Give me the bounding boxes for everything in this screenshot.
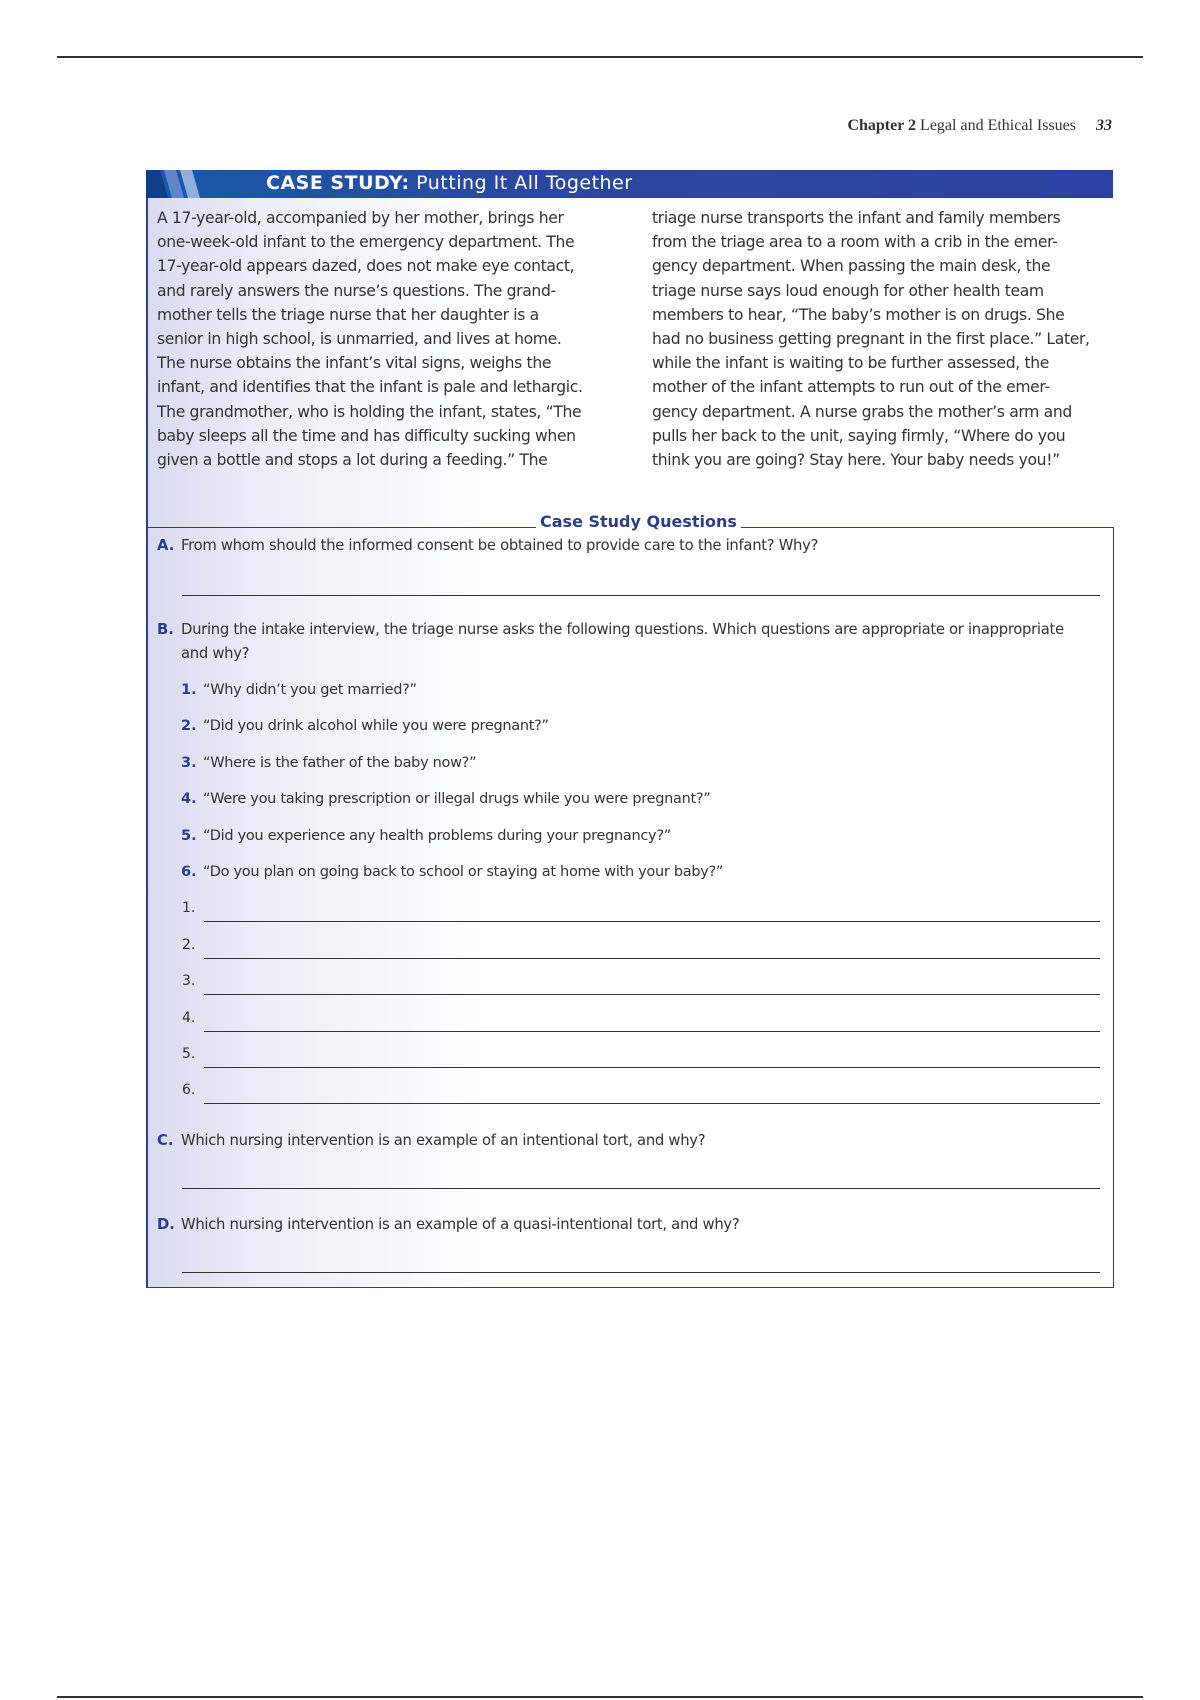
case-line: The nurse obtains the infant’s vital signs, weighs the	[157, 354, 552, 373]
answer-line-a[interactable]	[182, 595, 1100, 596]
case-study-label: CASE STUDY:	[266, 172, 410, 194]
item-number: 6.	[181, 864, 197, 880]
answer-line-b4[interactable]	[204, 1031, 1100, 1032]
question-b-letter: B.	[157, 621, 174, 638]
item-number: 1.	[181, 682, 197, 698]
blank-number: 5.	[182, 1046, 196, 1062]
case-line: while the infant is waiting to be further assessed, the	[652, 354, 1050, 373]
case-line: members to hear, “The baby’s mother is on drugs. She	[652, 305, 1065, 324]
case-line: one-week-old infant to the emergency department. The	[157, 233, 575, 252]
blank-number: 6.	[182, 1082, 196, 1098]
interview-question: “Were you taking prescription or illegal drugs while you were pregnant?”	[203, 791, 711, 807]
case-line: gency department. A nurse grabs the mother’s arm and	[652, 402, 1072, 421]
item-number: 2.	[181, 718, 197, 734]
item-number: 4.	[181, 791, 197, 807]
case-line: infant, and identifies that the infant is pale and lethargic.	[157, 378, 583, 397]
interview-question: “Do you plan on going back to school or staying at home with your baby?”	[203, 864, 724, 880]
question-d-text: Which nursing intervention is an example of a quasi-intentional tort, and why?	[181, 1216, 740, 1233]
question-c-letter: C.	[157, 1132, 174, 1149]
case-line: The grandmother, who is holding the infant, states, “The	[157, 402, 582, 421]
answer-line-d[interactable]	[182, 1272, 1100, 1273]
question-b-text-line2: and why?	[181, 645, 250, 662]
banner-decoration-icon	[146, 170, 208, 198]
case-text-left-column	[157, 206, 612, 472]
question-a-text: From whom should the informed consent be obtained to provide care to the infant? Why?	[181, 537, 819, 554]
question-c-text: Which nursing intervention is an example of an intentional tort, and why?	[181, 1132, 706, 1149]
case-line: mother tells the triage nurse that her daughter is a	[157, 305, 539, 324]
chapter-title: Legal and Ethical Issues	[920, 117, 1076, 134]
question-b-text-line1: During the intake interview, the triage nurse asks the following questions. Which questions are appropriate or inappropriate	[181, 621, 1064, 638]
case-line: mother of the infant attempts to run out of the emer-	[652, 378, 1050, 397]
blank-number: 3.	[182, 973, 196, 989]
bottom-rule	[57, 1696, 1143, 1698]
case-line: had no business getting pregnant in the first place.” Later,	[652, 330, 1090, 349]
case-line: and rarely answers the nurse’s questions. The grand-	[157, 281, 556, 300]
case-text-right-column	[652, 206, 1112, 472]
answer-line-b3[interactable]	[204, 994, 1100, 995]
interview-question: “Why didn’t you get married?”	[203, 682, 417, 698]
item-number: 5.	[181, 828, 197, 844]
case-line: baby sleeps all the time and has difficulty sucking when	[157, 426, 576, 445]
question-d-letter: D.	[157, 1216, 175, 1233]
answer-line-b2[interactable]	[204, 958, 1100, 959]
case-line: given a bottle and stops a lot during a feeding.” The	[157, 451, 548, 470]
interview-question: “Did you drink alcohol while you were pregnant?”	[203, 718, 549, 734]
interview-question: “Where is the father of the baby now?”	[203, 755, 477, 771]
question-a-letter: A.	[157, 537, 175, 554]
case-line: think you are going? Stay here. Your baby needs you!”	[652, 451, 1060, 470]
case-study-subtitle: Putting It All Together	[416, 172, 633, 194]
answer-line-b6[interactable]	[204, 1103, 1100, 1104]
answer-line-b1[interactable]	[204, 921, 1100, 922]
blank-number: 1.	[182, 900, 196, 916]
case-line: senior in high school, is unmarried, and lives at home.	[157, 330, 562, 349]
page-number: 33	[1096, 117, 1112, 134]
case-study-banner	[146, 170, 1113, 198]
chapter-label: Chapter 2	[847, 117, 917, 134]
case-line: A 17-year-old, accompanied by her mother, brings her	[157, 209, 564, 227]
blank-number: 4.	[182, 1010, 196, 1026]
case-line: triage nurse transports the infant and family members	[652, 209, 1061, 227]
item-number: 3.	[181, 755, 197, 771]
running-head	[700, 117, 1112, 135]
answer-line-c[interactable]	[182, 1188, 1100, 1189]
top-rule	[57, 56, 1143, 58]
questions-heading: Case Study Questions	[536, 512, 741, 531]
blank-number: 2.	[182, 937, 196, 953]
case-study-title	[266, 172, 633, 194]
case-line: from the triage area to a room with a crib in the emer-	[652, 233, 1058, 252]
case-line: gency department. When passing the main desk, the	[652, 257, 1051, 276]
case-line: pulls her back to the unit, saying firmly, “Where do you	[652, 426, 1066, 445]
case-line: triage nurse says loud enough for other health team	[652, 281, 1044, 300]
interview-question: “Did you experience any health problems during your pregnancy?”	[203, 828, 671, 844]
case-line: 17-year-old appears dazed, does not make eye contact,	[157, 257, 575, 276]
answer-line-b5[interactable]	[204, 1067, 1100, 1068]
